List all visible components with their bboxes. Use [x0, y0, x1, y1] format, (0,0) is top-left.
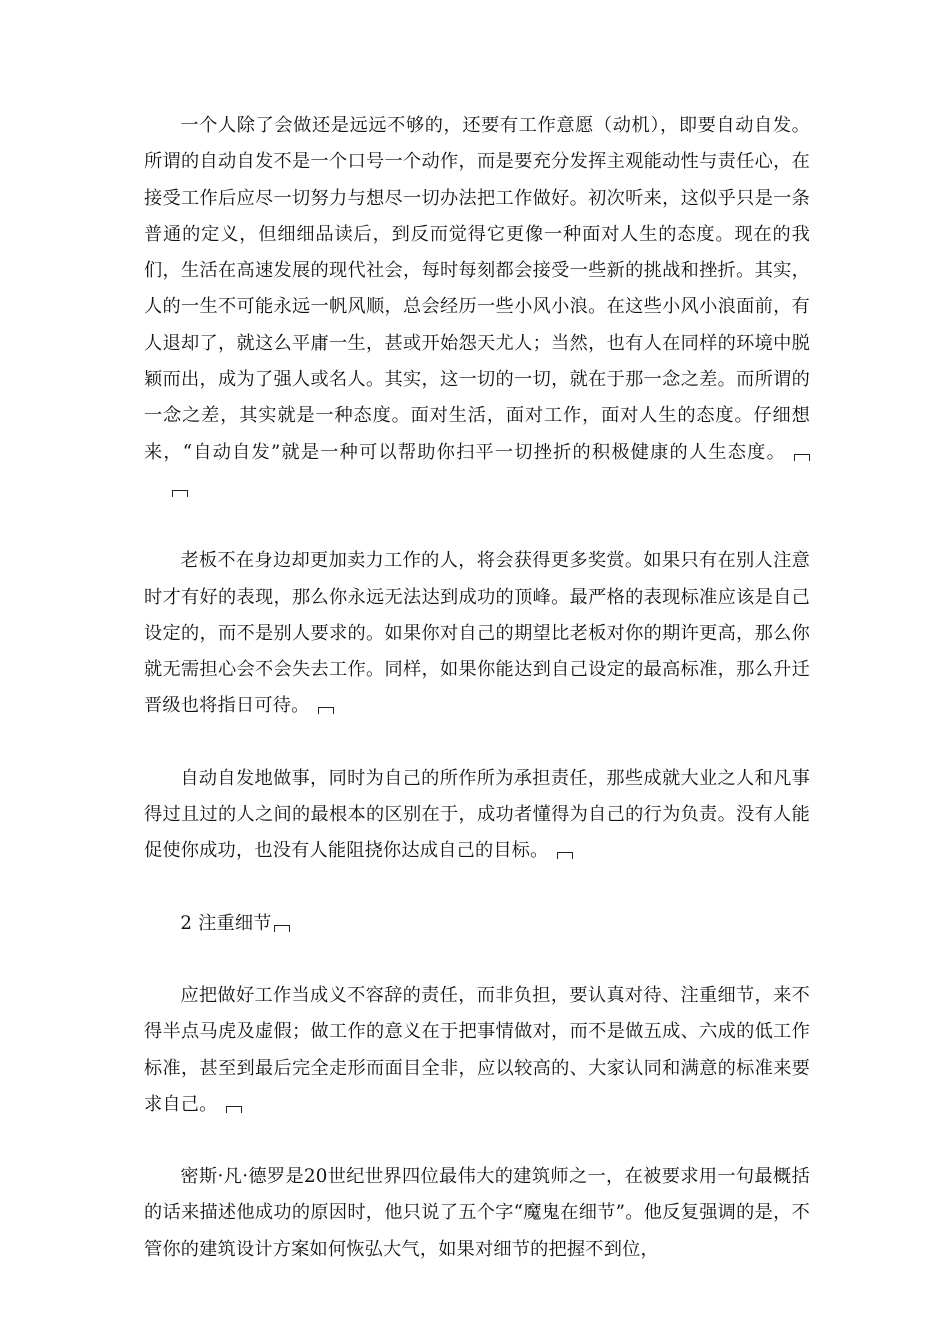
- paragraph-self-motivation: [144, 108, 810, 507]
- section-heading: [144, 906, 810, 942]
- paragraph-mark-icon: [794, 454, 810, 461]
- paragraph-mark-icon: [226, 1106, 242, 1113]
- paragraph-spacer: [144, 1123, 810, 1159]
- paragraph-text: 老板不在身边却更加卖力工作的人，将会获得更多奖赏。如果只有在别人注意时才有好的表现，那么你永远无法达到成功的顶峰。最严格的表现标准应该是自己设定的，而不是别人要求的。如果你对自己的期望比老板对你的期许更高，那么你就无需担心会不会失去工作。同样，如果你能达到自己设定的最高标准，那么升迁晋级也将指日可待。: [144, 550, 810, 717]
- paragraph-mark-icon: [318, 707, 334, 714]
- paragraph-text: 应把做好工作当成义不容辞的责任，而非负担，要认真对待、注重细节，来不得半点马虎及虚假；做工作的意义在于把事情做对，而不是做五成、六成的低工作标准，甚至到最后完全走形而面目全非，应以较高的、大家认同和满意的标准来要求自己。: [144, 984, 810, 1115]
- paragraph-spacer: [144, 870, 810, 906]
- paragraph-mark-icon: [557, 852, 573, 859]
- paragraph-spacer: [144, 942, 810, 978]
- paragraph-mies-van-der-rohe: [144, 1159, 810, 1268]
- paragraph-mark-icon: [274, 925, 290, 932]
- paragraph-responsibility: [144, 761, 810, 870]
- document-page: [144, 108, 810, 1268]
- paragraph-boss-absent: [144, 543, 810, 724]
- paragraph-text: 密斯·凡·德罗是20世纪世界四位最伟大的建筑师之一，在被要求用一句最概括的话来描述他成功的原因时，他只说了五个字“魔鬼在细节”。他反复强调的是，不管你的建筑设计方案如何恢弘大气，如果对细节的把握不到位，: [144, 1166, 810, 1260]
- paragraph-mark-icon: [172, 490, 188, 497]
- paragraph-spacer: [144, 725, 810, 761]
- paragraph-details-duty: [144, 978, 810, 1123]
- section-heading-text: 2 注重细节: [180, 912, 272, 934]
- paragraph-spacer: [144, 507, 810, 543]
- paragraph-text: 自动自发地做事，同时为自己的所作所为承担责任，那些成就大业之人和凡事得过且过的人之间的最根本的区别在于，成功者懂得为自己的行为负责。没有人能促使你成功，也没有人能阻挠你达成自己的目标。: [144, 767, 810, 862]
- paragraph-text: 一个人除了会做还是远远不够的，还要有工作意愿（动机），即要自动自发。所谓的自动自发不是一个口号一个动作，而是要充分发挥主观能动性与责任心，在接受工作后应尽一切努力与想尽一切办法把工作做好。初次听来，这似乎只是一条普通的定义，但细细品读后，到反而觉得它更像一种面对人生的态度。现在的我们，生活在高速发展的现代社会，每时每刻都会接受一些新的挑战和挫折。其实，人的一生不可能永远一帆风顺，总会经历一些小风小浪。在这些小风小浪面前，有人退却了，就这么平庸一生，甚或开始怨天尤人；当然，也有人在同样的环境中脱颖而出，成为了强人或名人。其实，这一切的一切，就在于那一念之差。而所谓的一念之差，其实就是一种态度。面对生活，面对工作，面对人生的态度。仔细想来，“自动自发”就是一种可以帮助你扫平一切挫折的积极健康的人生态度。: [144, 115, 810, 463]
